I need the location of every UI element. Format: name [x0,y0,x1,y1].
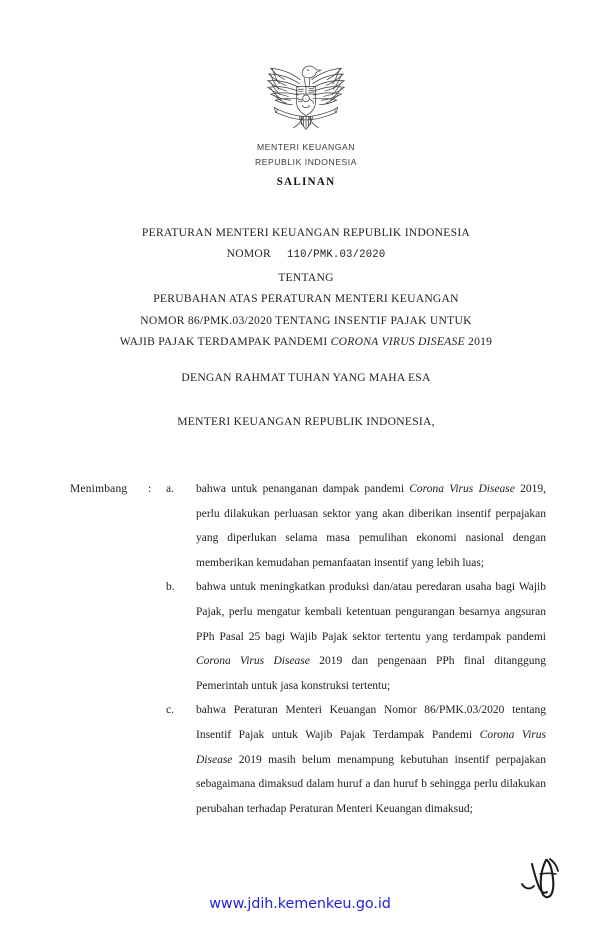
consideration-item-b [70,575,546,698]
title-line-6-prefix: WAJIB PAJAK TERDAMPAK PANDEMI [119,335,331,349]
garuda-pancasila-emblem [258,52,354,138]
considerations-label: Menimbang [70,483,128,495]
title-line-5: NOMOR 86/PMK.03/2020 TENTANG INSENTIF PAJAK UNTUK [140,313,472,327]
italic-term: Corona Virus Disease [409,483,515,495]
copy-stamp: SALINAN [276,175,336,188]
item-text [196,698,546,821]
ministry-name-line2: REPUBLIK INDONESIA [254,157,358,168]
consideration-item-a [70,477,546,575]
jdih-footer-url[interactable]: www.jdih.kemenkeu.go.id [209,896,391,912]
invocation-line-2: MENTERI KEUANGAN REPUBLIK INDONESIA, [177,415,435,428]
title-nomor-line [56,243,556,266]
ministry-name-line1: MENTERI KEUANGAN [256,142,356,152]
considerations-colon: : [148,483,152,495]
body-text: 2019 dan pengenaan PPh final ditanggung Pemerintah untuk jasa konstruksi tertentu; [196,655,546,692]
nomor-value: 110/PMK.03/2020 [287,249,386,262]
item-text [196,477,546,575]
consideration-item-c [70,698,546,821]
invocation-block [56,371,556,428]
letterhead [0,52,612,188]
item-marker: a. [166,483,174,495]
regulation-title-block [56,222,556,352]
body-text: bahwa Peraturan Menteri Keuangan Nomor 86/PMK.03/2020 tentang Insentif Pajak untuk Wajib Pajak Terdampak Pandemi [196,704,546,741]
considerations-section [70,477,546,821]
title-line-4: PERUBAHAN ATAS PERATURAN MENTERI KEUANGAN [153,292,459,306]
item-marker: c. [166,704,174,717]
item-marker: b. [166,581,175,594]
body-text: bahwa untuk penanganan dampak pandemi [196,483,410,495]
italic-term: Corona Virus Disease [196,655,310,668]
handwritten-initials-mark [516,856,568,900]
body-text: 2019 masih belum menampung kebutuhan insentif perpajakan sebagaimana dimaksud dalam huruf a dan huruf b sehingga perlu dilakukan perubahan terhadap Peraturan Menteri Keuangan dimaksud; [196,753,546,815]
title-line-6-italic: CORONA VIRUS DISEASE [330,335,465,349]
italic-term: Corona Virus Disease [196,728,546,766]
item-text [196,575,546,698]
title-line-6 [56,331,556,352]
nomor-label: NOMOR [226,247,272,261]
title-tentang: TENTANG [278,270,334,284]
body-text: 2019, perlu dilakukan perluasan sektor yang akan diberikan insentif perpajakan yang diperlukan selama masa pemulihan ekonomi nasional dengan memberikan kemudahan pemanfaatan insentif yang lebih luas; [196,483,546,569]
title-line-6-suffix: 2019 [464,335,493,349]
body-text: bahwa untuk meningkatkan produksi dan/atau peredaran usaha bagi Wajib Pajak, perlu mengatur kembali ketentuan pengurangan besarnya angsuran PPh Pasal 25 bagi Wajib Pajak sektor tertentu yang terdampak pandemi [196,581,546,643]
invocation-line-1: DENGAN RAHMAT TUHAN YANG MAHA ESA [181,371,431,384]
title-line-1: PERATURAN MENTERI KEUANGAN REPUBLIK INDONESIA [141,226,471,239]
